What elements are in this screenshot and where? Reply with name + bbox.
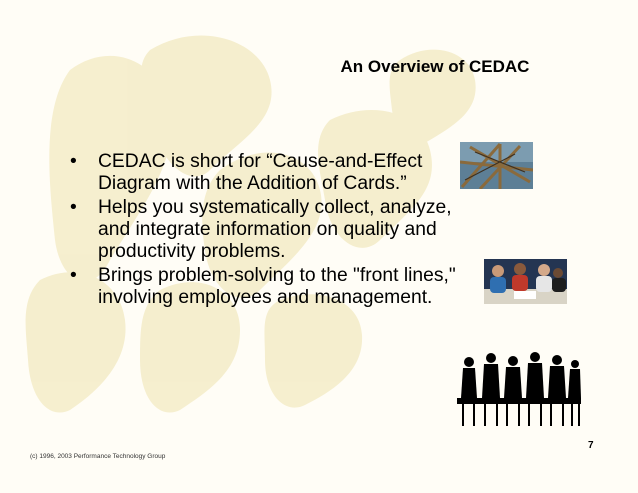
- copyright-notice: (c) 1996, 2003 Performance Technology Group: [30, 453, 166, 460]
- bullet-glyph: •: [70, 265, 77, 286]
- bullet-glyph: •: [70, 197, 77, 218]
- bullet-item: [66, 197, 458, 263]
- bullet-text: Brings problem-solving to the "front lines," involving employees and management.: [98, 265, 456, 308]
- bullet-glyph: •: [70, 151, 77, 172]
- team-meeting-photo: [484, 259, 567, 304]
- meeting-silhouette: [457, 348, 581, 428]
- building-structure-photo: [460, 142, 533, 189]
- bullet-list: [66, 151, 458, 311]
- slide-title: An Overview of CEDAC: [340, 57, 530, 76]
- bullet-item: [66, 151, 458, 195]
- bullet-item: [66, 265, 458, 309]
- page-number: 7: [588, 440, 594, 451]
- bullet-text: CEDAC is short for “Cause-and-Effect Diagram with the Addition of Cards.”: [98, 151, 423, 194]
- bullet-text: Helps you systematically collect, analyze, and integrate information on quality and productivity problems.: [98, 197, 452, 262]
